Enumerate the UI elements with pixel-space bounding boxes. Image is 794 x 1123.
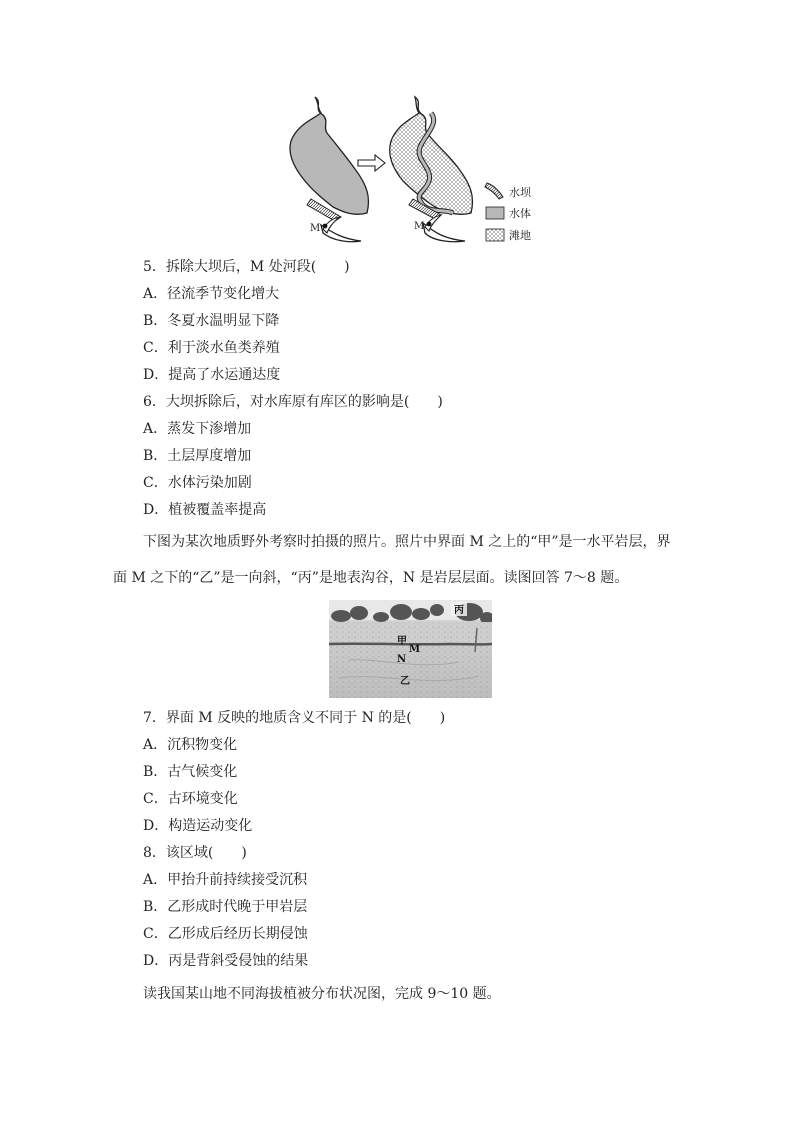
question-5-option-d: D．提高了水运通达度	[143, 367, 281, 383]
legend-label-water: 水体	[509, 207, 531, 220]
question-8-option-b: B．乙形成时代晚于甲岩层	[143, 899, 308, 915]
question-7-option-d: D．构造运动变化	[143, 818, 253, 834]
legend-label-dam: 水坝	[509, 186, 531, 199]
photo-label-jia: 甲	[397, 636, 407, 647]
legend-label-beach: 滩地	[509, 229, 531, 242]
question-5-option-a: A．径流季节变化增大	[143, 286, 280, 302]
question-7-option-a: A．沉积物变化	[143, 737, 238, 753]
reservoir-before-map	[290, 97, 369, 242]
photo-label-n: N	[397, 654, 407, 665]
question-6-option-a: A．蒸发下渗增加	[143, 421, 252, 437]
question-5-stem: 5．拆除大坝后，M 处河段( )	[143, 259, 350, 275]
question-6-stem: 6．大坝拆除后，对水库原有库区的影响是( )	[143, 394, 443, 410]
question-6-option-c: C．水体污染加剧	[143, 475, 252, 491]
photo-label-bing: 丙	[454, 605, 464, 616]
map-label-m-right: M	[414, 221, 425, 232]
legend	[485, 183, 532, 242]
reservoir-after-map	[390, 97, 473, 242]
intro-7-8-line2: 面 M 之下的“乙”是一向斜，“丙”是地表沟谷，N 是岩层层面。读图回答 7～8 题。	[113, 570, 629, 586]
beach-swatch	[486, 229, 504, 241]
question-6-option-d: D．植被覆盖率提高	[143, 502, 267, 518]
question-5-option-b: B．冬夏水温明显下降	[143, 313, 280, 329]
map-label-m-left: M	[310, 223, 321, 234]
photo-label-m: M	[409, 644, 421, 655]
dam-icon	[485, 183, 503, 199]
water-body-swatch	[486, 207, 504, 219]
question-5-option-c: C．利于淡水鱼类养殖	[143, 340, 280, 356]
intro-7-8-line1: 下图为某次地质野外考察时拍摄的照片。照片中界面 M 之上的“甲”是一水平岩层，界	[143, 534, 671, 550]
question-7-option-b: B．古气候变化	[143, 764, 238, 780]
question-6-option-b: B．土层厚度增加	[143, 448, 252, 464]
question-8-option-a: A．甲抬升前持续接受沉积	[143, 872, 308, 888]
question-8-option-d: D．丙是背斜受侵蚀的结果	[143, 953, 309, 969]
arrow-icon	[358, 155, 385, 171]
question-8-option-c: C．乙形成后经历长期侵蚀	[143, 926, 308, 942]
question-7-option-c: C．古环境变化	[143, 791, 238, 807]
intro-9-10: 读我国某山地不同海拔植被分布状况图，完成 9～10 题。	[143, 986, 501, 1002]
question-8-stem: 8．该区域( )	[143, 845, 247, 861]
reservoir-diagram	[283, 93, 543, 253]
question-7-stem: 7．界面 M 反映的地质含义不同于 N 的是( )	[143, 710, 446, 726]
photo-label-yi: 乙	[400, 676, 410, 687]
field-photo	[329, 600, 492, 698]
